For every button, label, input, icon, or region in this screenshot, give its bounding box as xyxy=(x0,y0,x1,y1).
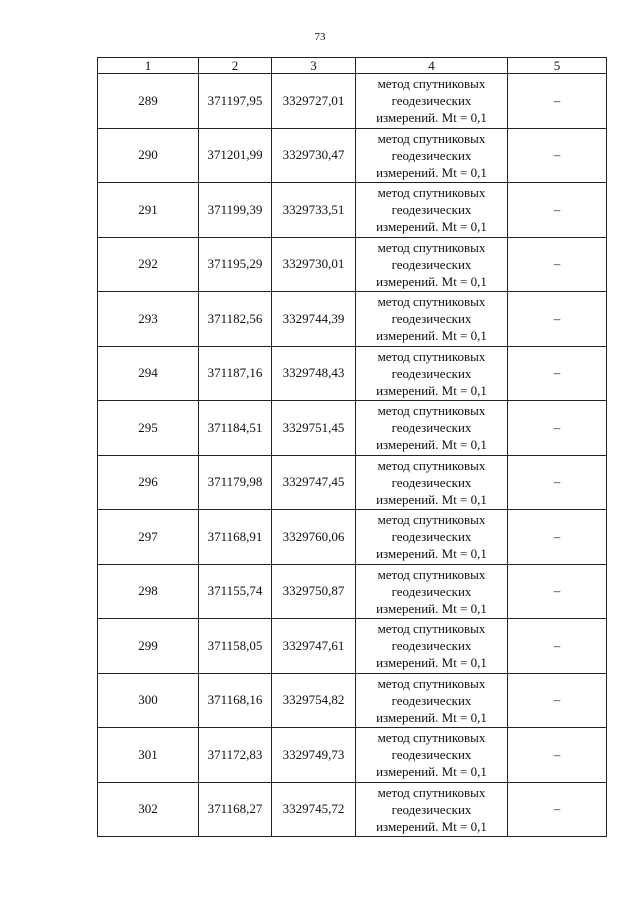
method-text-line: геодезических xyxy=(391,583,472,599)
method-text-line: метод спутниковых xyxy=(377,566,486,582)
table-body xyxy=(98,74,607,837)
point-number-cell: 297 xyxy=(98,510,199,565)
method-cell xyxy=(356,728,508,783)
method-text-line: измерений. Mt = 0,1 xyxy=(376,764,487,780)
y-coordinate-cell: 3329727,01 xyxy=(272,74,356,129)
note-cell: – xyxy=(508,728,607,783)
x-coordinate-cell: 371168,91 xyxy=(199,510,272,565)
method-text-line: измерений. Mt = 0,1 xyxy=(376,818,487,834)
x-coordinate-cell: 371201,99 xyxy=(199,128,272,183)
method-text-line: метод спутниковых xyxy=(377,348,486,364)
method-text-line: измерений. Mt = 0,1 xyxy=(376,110,487,126)
method-cell xyxy=(356,455,508,510)
method-cell xyxy=(356,782,508,837)
point-number-cell: 295 xyxy=(98,401,199,456)
table-row xyxy=(98,728,607,783)
method-text-line: геодезических xyxy=(391,202,472,218)
method-text-line: геодезических xyxy=(391,256,472,272)
method-cell xyxy=(356,510,508,565)
method-text-line: геодезических xyxy=(391,474,472,490)
table-row xyxy=(98,673,607,728)
x-coordinate-cell: 371158,05 xyxy=(199,619,272,674)
method-text-line: геодезических xyxy=(391,311,472,327)
y-coordinate-cell: 3329745,72 xyxy=(272,782,356,837)
table-row xyxy=(98,74,607,129)
point-number-cell: 292 xyxy=(98,237,199,292)
y-coordinate-cell: 3329744,39 xyxy=(272,292,356,347)
y-coordinate-cell: 3329748,43 xyxy=(272,346,356,401)
method-cell xyxy=(356,673,508,728)
point-number-cell: 299 xyxy=(98,619,199,674)
method-text-line: измерений. Mt = 0,1 xyxy=(376,600,487,616)
method-text-line: метод спутниковых xyxy=(377,76,486,92)
method-text-line: метод спутниковых xyxy=(377,621,486,637)
note-cell: – xyxy=(508,564,607,619)
table-row xyxy=(98,455,607,510)
table-row xyxy=(98,128,607,183)
table-row xyxy=(98,183,607,238)
point-number-cell: 300 xyxy=(98,673,199,728)
x-coordinate-cell: 371197,95 xyxy=(199,74,272,129)
point-number-cell: 301 xyxy=(98,728,199,783)
method-text-line: метод спутниковых xyxy=(377,457,486,473)
y-coordinate-cell: 3329760,06 xyxy=(272,510,356,565)
method-text-line: геодезических xyxy=(391,93,472,109)
x-coordinate-cell: 371199,39 xyxy=(199,183,272,238)
method-text-line: измерений. Mt = 0,1 xyxy=(376,491,487,507)
note-cell: – xyxy=(508,673,607,728)
method-text-line: измерений. Mt = 0,1 xyxy=(376,437,487,453)
note-cell: – xyxy=(508,619,607,674)
y-coordinate-cell: 3329749,73 xyxy=(272,728,356,783)
method-cell xyxy=(356,74,508,129)
method-cell xyxy=(356,183,508,238)
table-row xyxy=(98,782,607,837)
method-text-line: метод спутниковых xyxy=(377,730,486,746)
method-text-line: геодезических xyxy=(391,529,472,545)
note-cell: – xyxy=(508,401,607,456)
table-row xyxy=(98,510,607,565)
y-coordinate-cell: 3329751,45 xyxy=(272,401,356,456)
x-coordinate-cell: 371182,56 xyxy=(199,292,272,347)
method-text-line: метод спутниковых xyxy=(377,403,486,419)
point-number-cell: 298 xyxy=(98,564,199,619)
note-cell: – xyxy=(508,183,607,238)
method-text-line: геодезических xyxy=(391,420,472,436)
method-text-line: метод спутниковых xyxy=(377,130,486,146)
column-header-1: 1 xyxy=(98,58,199,74)
y-coordinate-cell: 3329750,87 xyxy=(272,564,356,619)
y-coordinate-cell: 3329730,01 xyxy=(272,237,356,292)
x-coordinate-cell: 371187,16 xyxy=(199,346,272,401)
point-number-cell: 294 xyxy=(98,346,199,401)
method-cell xyxy=(356,292,508,347)
note-cell: – xyxy=(508,455,607,510)
note-cell: – xyxy=(508,128,607,183)
table-header-row xyxy=(98,58,607,74)
y-coordinate-cell: 3329747,61 xyxy=(272,619,356,674)
point-number-cell: 293 xyxy=(98,292,199,347)
method-text-line: метод спутниковых xyxy=(377,675,486,691)
x-coordinate-cell: 371184,51 xyxy=(199,401,272,456)
x-coordinate-cell: 371172,83 xyxy=(199,728,272,783)
point-number-cell: 302 xyxy=(98,782,199,837)
table-row xyxy=(98,401,607,456)
column-header-5: 5 xyxy=(508,58,607,74)
method-text-line: геодезических xyxy=(391,638,472,654)
note-cell: – xyxy=(508,346,607,401)
point-number-cell: 291 xyxy=(98,183,199,238)
column-header-4: 4 xyxy=(356,58,508,74)
method-text-line: метод спутниковых xyxy=(377,239,486,255)
method-text-line: измерений. Mt = 0,1 xyxy=(376,164,487,180)
y-coordinate-cell: 3329747,45 xyxy=(272,455,356,510)
method-cell xyxy=(356,346,508,401)
column-header-2: 2 xyxy=(199,58,272,74)
method-text-line: метод спутниковых xyxy=(377,512,486,528)
page-number: 73 xyxy=(314,31,326,43)
column-header-3: 3 xyxy=(272,58,356,74)
method-text-line: метод спутниковых xyxy=(377,185,486,201)
method-text-line: измерений. Mt = 0,1 xyxy=(376,328,487,344)
note-cell: – xyxy=(508,237,607,292)
method-text-line: измерений. Mt = 0,1 xyxy=(376,382,487,398)
x-coordinate-cell: 371168,16 xyxy=(199,673,272,728)
x-coordinate-cell: 371179,98 xyxy=(199,455,272,510)
method-text-line: измерений. Mt = 0,1 xyxy=(376,273,487,289)
method-text-line: геодезических xyxy=(391,147,472,163)
coordinates-table xyxy=(97,57,607,837)
y-coordinate-cell: 3329733,51 xyxy=(272,183,356,238)
method-cell xyxy=(356,128,508,183)
method-cell xyxy=(356,619,508,674)
method-cell xyxy=(356,564,508,619)
table-row xyxy=(98,564,607,619)
method-cell xyxy=(356,237,508,292)
y-coordinate-cell: 3329730,47 xyxy=(272,128,356,183)
method-text-line: геодезических xyxy=(391,365,472,381)
method-text-line: метод спутниковых xyxy=(377,784,486,800)
method-text-line: измерений. Mt = 0,1 xyxy=(376,709,487,725)
note-cell: – xyxy=(508,292,607,347)
x-coordinate-cell: 371168,27 xyxy=(199,782,272,837)
method-text-line: измерений. Mt = 0,1 xyxy=(376,546,487,562)
method-text-line: измерений. Mt = 0,1 xyxy=(376,655,487,671)
x-coordinate-cell: 371155,74 xyxy=(199,564,272,619)
method-cell xyxy=(356,401,508,456)
note-cell: – xyxy=(508,510,607,565)
y-coordinate-cell: 3329754,82 xyxy=(272,673,356,728)
table-row xyxy=(98,292,607,347)
method-text-line: измерений. Mt = 0,1 xyxy=(376,219,487,235)
note-cell: – xyxy=(508,74,607,129)
point-number-cell: 296 xyxy=(98,455,199,510)
point-number-cell: 289 xyxy=(98,74,199,129)
method-text-line: метод спутниковых xyxy=(377,294,486,310)
table-row xyxy=(98,237,607,292)
table-row xyxy=(98,346,607,401)
table-row xyxy=(98,619,607,674)
note-cell: – xyxy=(508,782,607,837)
method-text-line: геодезических xyxy=(391,692,472,708)
point-number-cell: 290 xyxy=(98,128,199,183)
method-text-line: геодезических xyxy=(391,801,472,817)
x-coordinate-cell: 371195,29 xyxy=(199,237,272,292)
method-text-line: геодезических xyxy=(391,747,472,763)
